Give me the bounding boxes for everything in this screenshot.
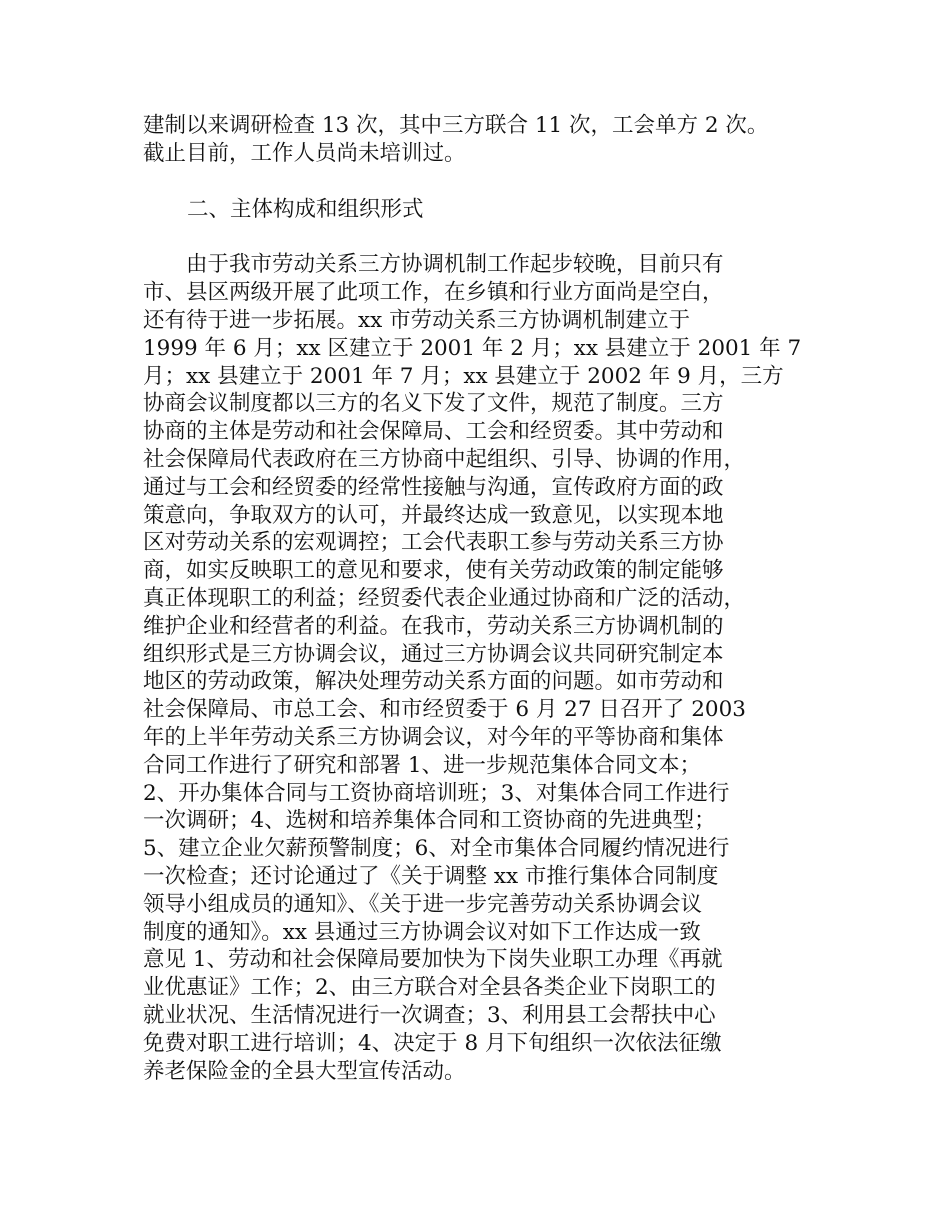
text-line: 维护企业和经营者的利益。在我市，劳动关系三方协调机制的 [143, 613, 724, 639]
paragraph-main [143, 251, 823, 1085]
text-line: 免费对职工进行培训；4、决定于 8 月下旬组织一次依法征缴 [143, 1030, 722, 1056]
text-line: 市、县区两级开展了此项工作，在乡镇和行业方面尚是空白， [143, 280, 724, 306]
text-line: 地区的劳动政策，解决处理劳动关系方面的问题。如市劳动和 [143, 669, 724, 695]
text-line: 协商的主体是劳动和社会保障局、工会和经贸委。其中劳动和 [143, 419, 724, 445]
text-line: 领导小组成员的通知》、《关于进一步完善劳动关系协调会议 [143, 891, 703, 917]
text-line: 协商会议制度都以三方的名义下发了文件，规范了制度。三方 [143, 391, 724, 417]
text-line: 还有待于进一步拓展。xx 市劳动关系三方协调机制建立于 [143, 307, 691, 333]
text-line: 社会保障局代表政府在三方协商中起组织、引导、协调的作用， [143, 446, 746, 472]
document-page [143, 112, 823, 1085]
text-line: 养老保险金的全县大型宣传活动。 [143, 1058, 466, 1084]
text-line: 由于我市劳动关系三方协调机制工作起步较晚，目前只有 [143, 252, 724, 278]
text-line: 就业状况、生活情况进行一次调查；3、利用县工会帮扶中心 [143, 1002, 716, 1028]
text-line: 建制以来调研检查 13 次，其中三方联合 11 次，工会单方 2 次。 [143, 113, 769, 138]
text-line: 策意向，争取双方的认可，并最终达成一致意见，以实现本地 [143, 502, 724, 528]
text-line: 1999 年 6 月；xx 区建立于 2001 年 2 月；xx 县建立于 2001 年 7 [143, 335, 802, 361]
text-line: 业优惠证》工作；2、由三方联合对全县各类企业下岗职工的 [143, 975, 716, 1001]
text-line: 组织形式是三方协调会议，通过三方协调会议共同研究制定本 [143, 641, 724, 667]
text-line: 通过与工会和经贸委的经常性接触与沟通，宣传政府方面的政 [143, 474, 724, 500]
text-line: 真正体现职工的利益；经贸委代表企业通过协商和广泛的活动， [143, 585, 746, 611]
text-line: 年的上半年劳动关系三方协调会议，对今年的平等协商和集体 [143, 724, 724, 750]
text-line: 合同工作进行了研究和部署 1、进一步规范集体合同文本； [143, 752, 702, 778]
text-line: 月；xx 县建立于 2001 年 7 月；xx 县建立于 2002 年 9 月，三方 [143, 363, 784, 389]
text-line: 截止目前，工作人员尚未培训过。 [143, 140, 466, 166]
section-heading: 二、主体构成和组织形式 [187, 196, 424, 222]
text-line: 5、建立企业欠薪预警制度；6、对全市集体合同履约情况进行 [143, 836, 730, 862]
text-line: 商，如实反映职工的意见和要求，使有关劳动政策的制定能够 [143, 558, 724, 584]
text-line: 一次检查；还讨论通过了《关于调整 xx 市推行集体合同制度 [143, 863, 719, 889]
text-line: 制度的通知》。xx 县通过三方协调会议对如下工作达成一致 [143, 919, 701, 945]
text-line: 区对劳动关系的宏观调控；工会代表职工参与劳动关系三方协 [143, 530, 724, 556]
text-line: 意见 1、劳动和社会保障局要加快为下岗失业职工办理《再就 [143, 947, 723, 973]
paragraph-continued [143, 112, 823, 168]
text-line: 社会保障局、市总工会、和市经贸委于 6 月 27 日召开了 2003 [143, 697, 746, 723]
text-line: 一次调研；4、选树和培养集体合同和工资协商的先进典型； [143, 808, 716, 834]
text-line: 2、开办集体合同与工资协商培训班；3、对集体合同工作进行 [143, 780, 730, 806]
